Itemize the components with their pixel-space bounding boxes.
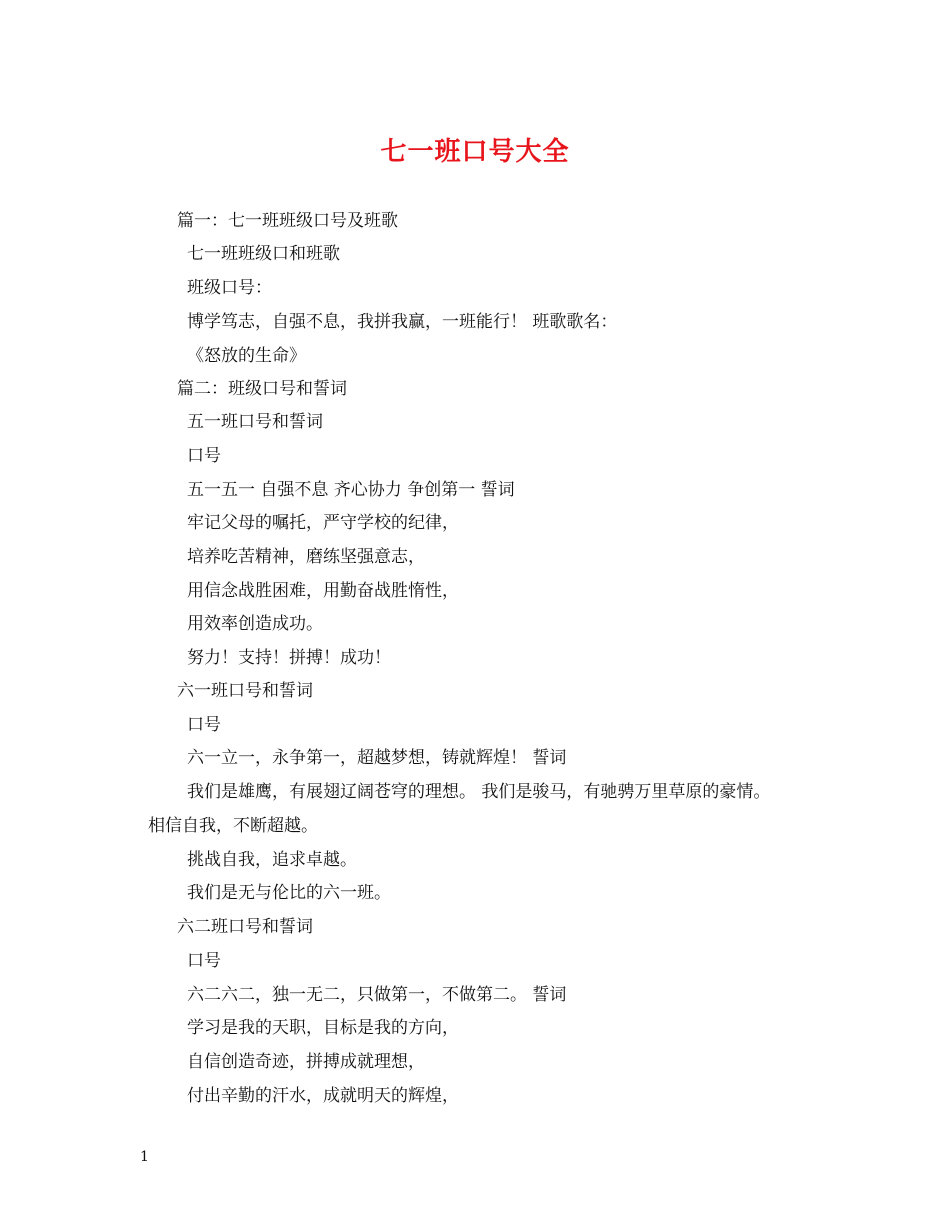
text-line: 班级口号： <box>187 278 272 298</box>
text-line: 《怒放的生命》 <box>187 346 306 366</box>
text-line: 相信自我，不断超越。 <box>148 816 318 836</box>
text-line: 付出辛勤的汗水，成就明天的辉煌， <box>187 1086 459 1106</box>
text-line: 五一班口号和誓词 <box>187 412 323 432</box>
text-line: 博学笃志，自强不息，我拼我赢，一班能行！ 班歌歌名： <box>187 312 618 332</box>
text-line: 口号 <box>187 715 221 735</box>
text-line: 口号 <box>187 951 221 971</box>
page-number: 1 <box>140 1149 149 1165</box>
text-line: 我们是无与伦比的六一班。 <box>187 883 391 903</box>
document-title: 七一班口号大全 <box>380 137 570 167</box>
text-line: 篇二：班级口号和誓词 <box>177 379 347 399</box>
text-line: 我们是雄鹰，有展翅辽阔苍穹的理想。 我们是骏马，有驰骋万里草原的豪情。 <box>187 782 771 802</box>
text-line: 努力！支持！拼搏！成功！ <box>187 648 391 668</box>
text-line: 六二班口号和誓词 <box>177 917 313 937</box>
text-line: 口号 <box>187 446 221 466</box>
text-line: 七一班班级口和班歌 <box>187 244 340 264</box>
text-line: 六二六二，独一无二，只做第一，不做第二。 誓词 <box>187 985 567 1005</box>
text-line: 五一五一 自强不息 齐心协力 争创第一 誓词 <box>187 480 515 500</box>
text-line: 用效率创造成功。 <box>187 614 323 634</box>
text-line: 挑战自我，追求卓越。 <box>187 850 357 870</box>
text-line: 牢记父母的嘱托，严守学校的纪律， <box>187 513 459 533</box>
text-line: 六一班口号和誓词 <box>177 681 313 701</box>
text-line: 六一立一，永争第一，超越梦想，铸就辉煌！ 誓词 <box>187 748 567 768</box>
text-line: 自信创造奇迹，拼搏成就理想， <box>187 1052 425 1072</box>
text-line: 培养吃苦精神，磨练坚强意志， <box>187 547 425 567</box>
text-line: 篇一：七一班班级口号及班歌 <box>177 211 398 231</box>
text-line: 用信念战胜困难，用勤奋战胜惰性， <box>187 581 459 601</box>
text-line: 学习是我的天职，目标是我的方向， <box>187 1018 459 1038</box>
